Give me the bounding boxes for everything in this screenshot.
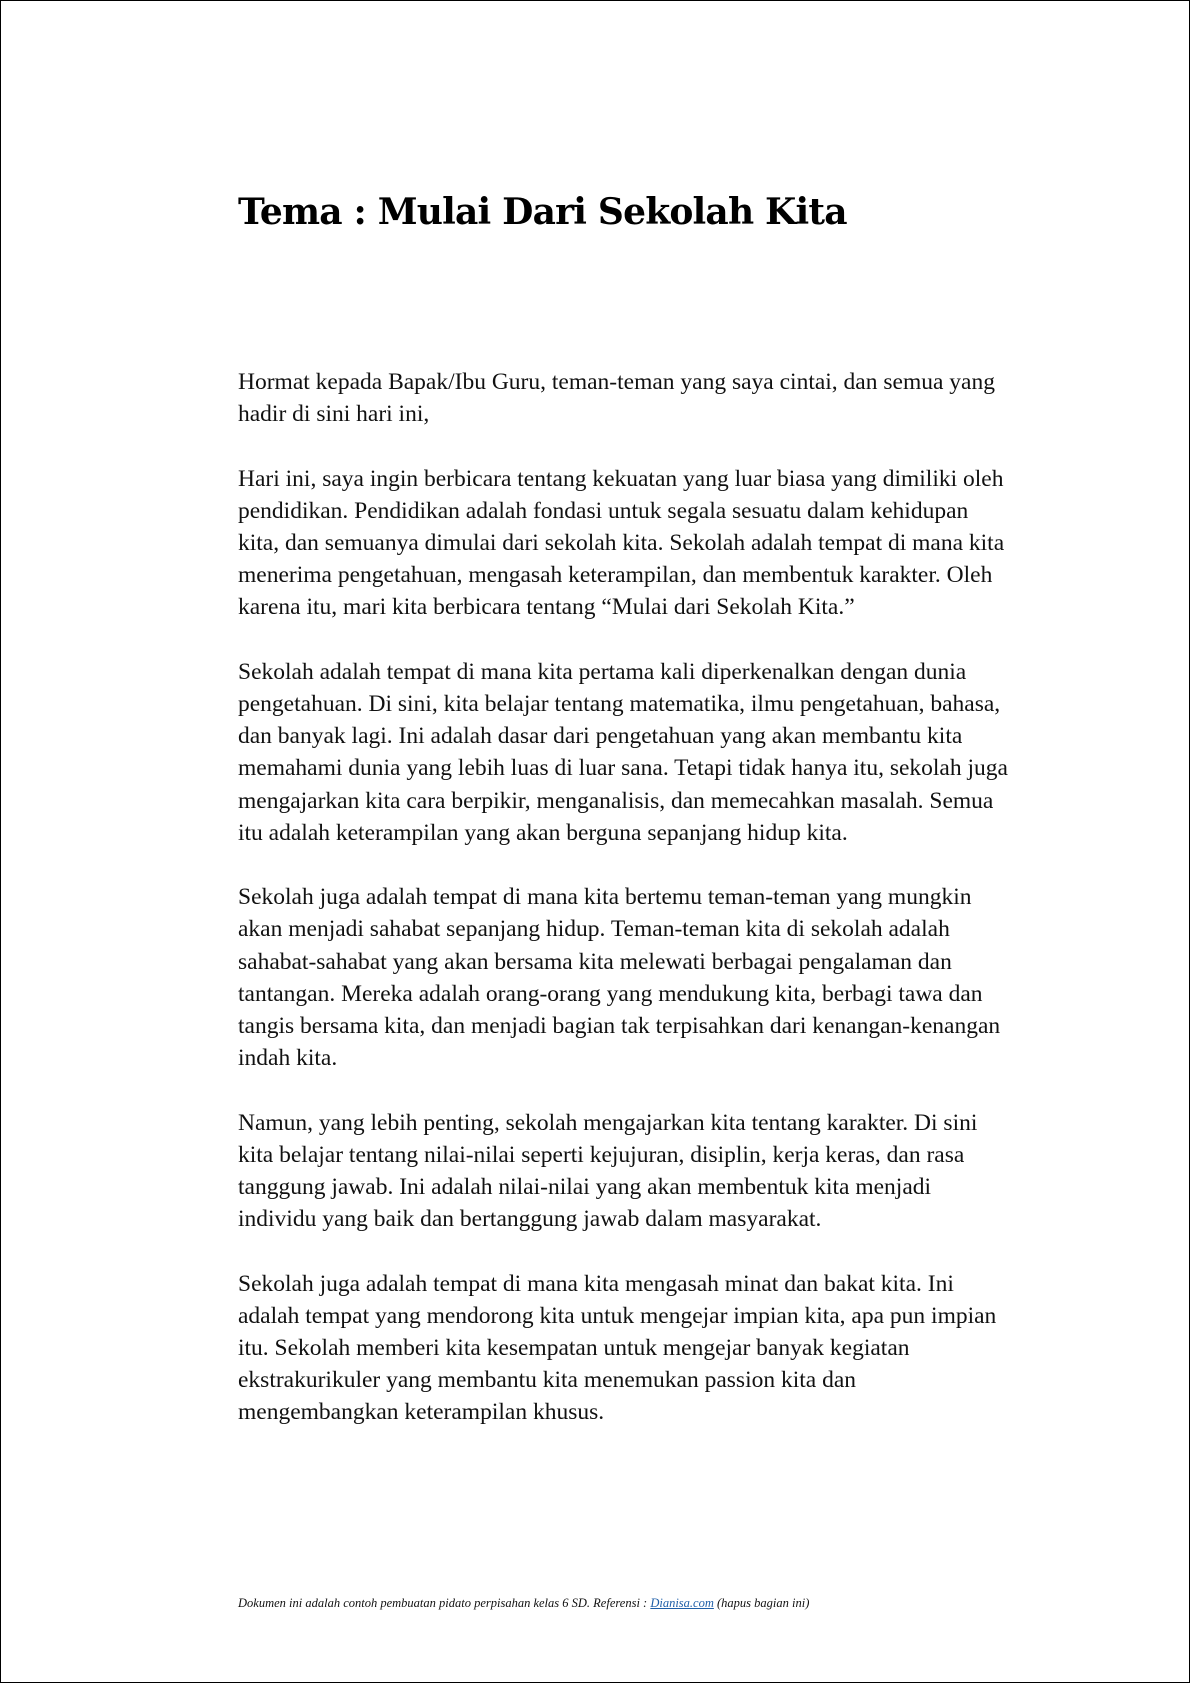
paragraph-friendship: Sekolah juga adalah tempat di mana kita bertemu teman-teman yang mungkin akan menjadi sahabat sepanjang hidup. Teman-teman kita di sekolah adalah sahabat-sahabat yang akan bersama kita melewati berbagai pengalaman dan tantangan. Mereka adalah orang-orang yang mendukung kita, berbagi tawa dan tangis bersama kita, dan menjadi bagian tak terpisahkan dari kenangan-kenangan indah kita. bbox=[238, 884, 1001, 1072]
paragraph-character: Namun, yang lebih penting, sekolah mengajarkan kita tentang karakter. Di sini kita belajar tentang nilai-nilai seperti kejujuran, disiplin, kerja keras, dan rasa tanggung jawab. Ini adalah nilai-nilai yang akan membentuk kita menjadi individu yang baik dan bertanggung jawab dalam masyarakat. bbox=[238, 1109, 978, 1233]
reference-link[interactable]: Dianisa.com bbox=[650, 1596, 714, 1610]
paragraph-knowledge: Sekolah adalah tempat di mana kita pertama kali diperkenalkan dengan dunia pengetahuan. Di sini, kita belajar tentang matematika, ilmu pengetahuan, bahasa, dan banyak lagi. Ini adalah dasar dari pengetahuan yang akan membantu kita memahami dunia yang lebih luas di luar sana. Tetapi tidak hanya itu, sekolah juga mengajarkan kita cara berpikir, menganalisis, dan memecahkan masalah. Semua itu adalah keterampilan yang akan berguna sepanjang hidup kita. bbox=[238, 658, 1008, 846]
footer-text-after: (hapus bagian ini) bbox=[713, 1596, 810, 1610]
paragraph-talents: Sekolah juga adalah tempat di mana kita mengasah minat dan bakat kita. Ini adalah tempat yang mendorong kita untuk mengejar impian kita, apa pun impian itu. Sekolah memberi kita kesempatan untuk mengejar banyak kegiatan ekstrakurikuler yang membantu kita menemukan passion kita dan mengembangkan keterampilan khusus. bbox=[238, 1270, 997, 1426]
document-title: Tema : Mulai Dari Sekolah Kita bbox=[238, 191, 847, 233]
footer-text-before: Dokumen ini adalah contoh pembuatan pidato perpisahan kelas 6 SD. Referensi : bbox=[238, 1596, 651, 1610]
footer-note bbox=[238, 1596, 809, 1611]
document-body bbox=[238, 366, 1008, 1461]
paragraph-introduction: Hari ini, saya ingin berbicara tentang kekuatan yang luar biasa yang dimiliki oleh pendidikan. Pendidikan adalah fondasi untuk segala sesuatu dalam kehidupan kita, dan semuanya dimulai dari sekolah kita. Sekolah adalah tempat di mana kita menerima pengetahuan, mengasah keterampilan, dan membentuk karakter. Oleh karena itu, mari kita berbicara tentang “Mulai dari Sekolah Kita.” bbox=[238, 465, 1005, 621]
paragraph-greeting: Hormat kepada Bapak/Ibu Guru, teman-teman yang saya cintai, dan semua yang hadir di sini hari ini, bbox=[238, 369, 995, 428]
